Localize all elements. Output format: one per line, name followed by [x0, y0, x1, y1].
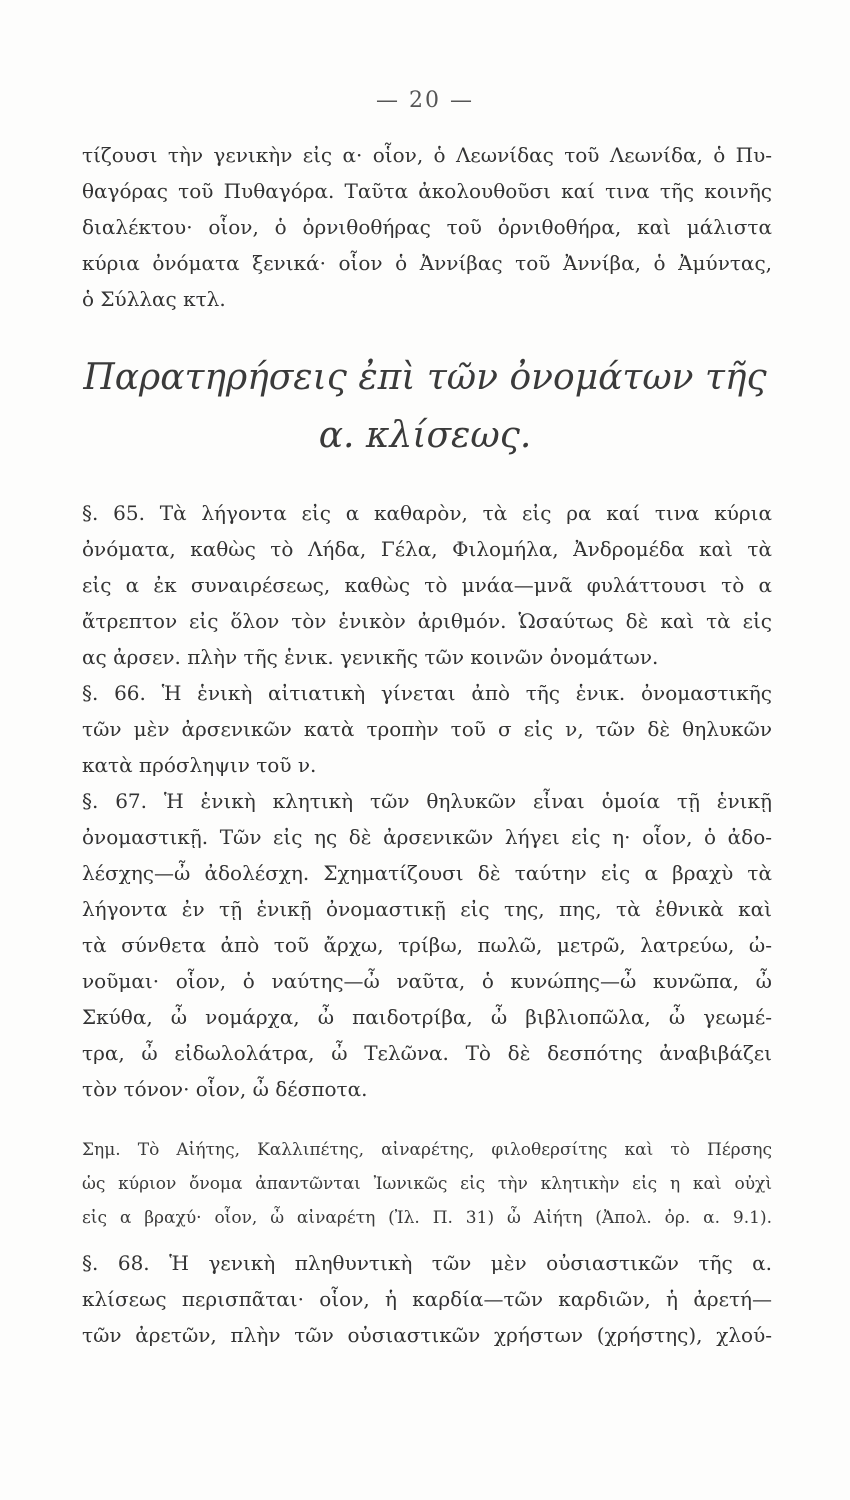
section-66-line: §. 66. Ἡ ἑνικὴ αἰτιατικὴ γίνεται ἀπὸ τῆς ἑνικ. ὀνομαστικῆς — [82, 681, 772, 705]
section-heading-line-2: α. κλίσεως. — [318, 415, 532, 456]
section-65-line: ὀνόματα, καθὼς τὸ Λήδα, Γέλα, Φιλομήλα, Ἀνδρομέδα καὶ τὰ — [82, 537, 772, 561]
note-line: Σημ. Τὸ Αἰήτης, Καλλιπέτης, αἰναρέτης, φιλοθερσίτης καὶ τὸ Πέρσης — [82, 1140, 772, 1160]
section-65-line: εἰς α ἐκ συναιρέσεως, καθὼς τὸ μνάα—μνᾶ φυλάττουσι τὸ α — [82, 573, 772, 597]
section-68-line: §. 68. Ἡ γενικὴ πληθυντικὴ τῶν μὲν οὐσιαστικῶν τῆς α. — [82, 1251, 772, 1275]
section-65-line: §. 65. Τὰ λήγοντα εἰς α καθαρὸν, τὰ εἰς ρα καί τινα κύρια — [82, 501, 772, 525]
intro-paragraph — [82, 137, 772, 317]
section-68-paragraph — [82, 1245, 772, 1353]
section-heading-line-1: Παρατηρήσεις ἐπὶ τῶν ὀνομάτων τῆς — [83, 357, 767, 398]
text-line: διαλέκτου· οἷον, ὁ ὀρνιθοθήρας τοῦ ὀρνιθοθήρα, καὶ μάλιστα — [82, 215, 772, 239]
section-67-line: §. 67. Ἡ ἑνικὴ κλητικὴ τῶν θηλυκῶν εἶναι ὁμοία τῇ ἑνικῇ — [82, 789, 772, 813]
text-line: θαγόρας τοῦ Πυθαγόρα. Ταῦτα ἀκολουθοῦσι καί τινα τῆς κοινῆς — [82, 179, 772, 203]
section-67-line: Σκύθα, ὦ νομάρχα, ὦ παιδοτρίβα, ὦ βιβλιοπῶλα, ὦ γεωμέ- — [82, 1005, 772, 1029]
text-line: τίζουσι τὴν γενικὴν εἰς α· οἷον, ὁ Λεωνίδας τοῦ Λεωνίδα, ὁ Πυ- — [82, 143, 772, 167]
note-line: εἰς α βραχύ· οἷον, ὦ αἰναρέτη (Ἰλ. Π. 31) ὦ Αἰήτη (Ἀπολ. ὀρ. α. 9.1). — [82, 1208, 772, 1228]
section-67-line: λέσχης—ὦ ἀδολέσχη. Σχηματίζουσι δὲ ταύτην εἰς α βραχὺ τὰ — [82, 861, 772, 885]
section-67-line: τὸν τόνον· οἷον, ὦ δέσποτα. — [82, 1077, 368, 1101]
footnote — [82, 1133, 772, 1235]
section-68-line: κλίσεως περισπᾶται· οἷον, ἡ καρδία—τῶν καρδιῶν, ἡ ἀρετή— — [82, 1287, 772, 1311]
section-67-line: ὀνομαστικῇ. Τῶν εἰς ης δὲ ἀρσενικῶν λήγει εἰς η· οἷον, ὁ ἀδο- — [82, 825, 772, 849]
note-line: ὡς κύριον ὄνομα ἀπαντῶνται Ἰωνικῶς εἰς τὴν κλητικὴν εἰς η καὶ οὐχὶ — [82, 1174, 772, 1194]
text-line: κύρια ὀνόματα ξενικά· οἷον ὁ Ἀννίβας τοῦ Ἀννίβα, ὁ Ἀμύντας, — [82, 251, 772, 275]
sections-paragraphs — [82, 495, 772, 1107]
section-66-line: κατὰ πρόσληψιν τοῦ ν. — [82, 753, 317, 777]
section-65-line: ἄτρεπτον εἰς ὅλον τὸν ἑνικὸν ἀριθμόν. Ὡσαύτως δὲ καὶ τὰ εἰς — [82, 609, 772, 633]
section-68-line: τῶν ἀρετῶν, πλὴν τῶν οὐσιαστικῶν χρήστων (χρήστης), χλού- — [82, 1323, 772, 1347]
section-66-line: τῶν μὲν ἀρσενικῶν κατὰ τροπὴν τοῦ σ εἰς ν, τῶν δὲ θηλυκῶν — [82, 717, 772, 741]
section-67-line: τὰ σύνθετα ἀπὸ τοῦ ἄρχω, τρίβω, πωλῶ, μετρῶ, λατρεύω, ὠ- — [82, 933, 772, 957]
section-67-line: νοῦμαι· οἷον, ὁ ναύτης—ὦ ναῦτα, ὁ κυνώπης—ὦ κυνῶπα, ὦ — [82, 969, 772, 993]
page-number: — 20 — — [376, 88, 474, 113]
section-67-line: λήγοντα ἐν τῇ ἑνικῇ ὀνομαστικῇ εἰς της, πης, τὰ ἐθνικὰ καὶ — [82, 897, 772, 921]
section-67-line: τρα, ὦ εἰδωλολάτρα, ὦ Τελῶνα. Τὸ δὲ δεσπότης ἀναβιβάζει — [82, 1041, 772, 1065]
text-line: ὁ Σύλλας κτλ. — [82, 287, 226, 311]
section-65-line: ας ἀρσεν. πλὴν τῆς ἑνικ. γενικῆς τῶν κοινῶν ὀνομάτων. — [82, 645, 659, 669]
